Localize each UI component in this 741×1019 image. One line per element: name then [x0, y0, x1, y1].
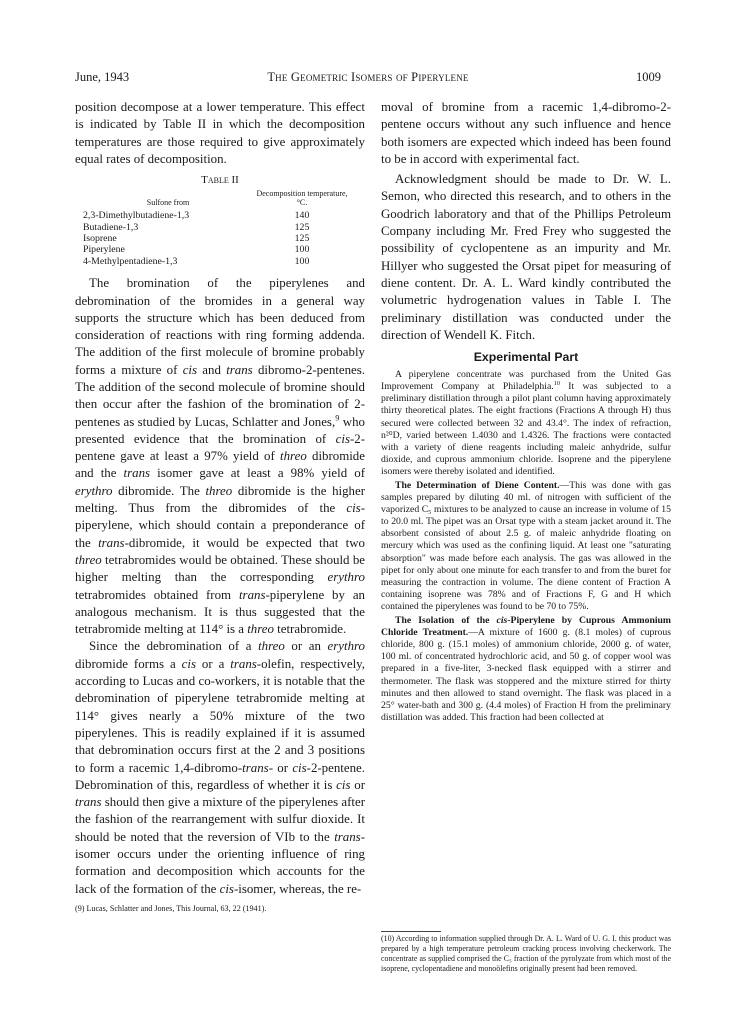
table-row [83, 210, 351, 221]
subheading: The Isolation of the cis-Piperylene by Cuprous Ammonium Chloride Treatment. [381, 615, 671, 639]
table-cell-sulfone: Piperylene [83, 244, 125, 256]
paragraph: The bromination of the piperylenes and debromination of the bromides in a general way supports the structure which has been deduced from consideration of reactions with ring forming addenda. The addition of the first molecule of bromine probably forms a mixture of cis and trans dibromo-2-pentenes. The addition of the second molecule of bromine should then occur after the fashion of the bromination of 2-pentenes as studied by Lucas, Schlatter and Jones,$^9$ who presented evidence that the bromination of cis-2-pentene gave at least a 97% yield of threo dibromide and the trans isomer gave at least a 98% yield of erythro dibromide. The threo dibromide is the higher melting. Thus from the dibromides of the cis-piperylene, which should contain a preponderance of the trans-dibromide, it would be expected that two threo tetrabromides would be obtained. These should be higher melting than the corresponding erythro tetrabromides obtained from trans-piperylene by an analogous mechanism. It is thus suggested that the tetrabromide melting at 114° is a threo tetrabromide. [75, 276, 366, 637]
paragraph: The Determination of Diene Content.—This was done with gas samples prepared by diluting 40 ml. of nitrogen with sufficient of the vaporized C₅ mixtures to be analyzed to cause an increase in volume of 15 to 20.0 ml. The pipet was an Orsat type with a steam jacket around it. The absorbent consisted of about 2.5 g. of maleic anhydride floating on mercury which was used as the confining liquid. At least one "saturating absorption" was made before each analysis. The gas was allowed in the pipet for only about one minute for each transfer to and from the buret for measuring the contraction in volume. The diene content of Fraction A containing isoprene was 78% and of Fractions F, G and H which contained the piperylenes was found to be 70 to 75%. [381, 480, 671, 612]
table-cell-sulfone: 4-Methylpentadiene-1,3 [83, 255, 178, 267]
footnote-ref: 10 [553, 380, 560, 388]
acknowledgment-paragraph: Acknowledgment should be made to Dr. W. L. Semon, who directed this research, and to others in the Goodrich laboratory and that of the Phillips Petroleum Company including Mr. Fred Frey who suggested the possibility of cyclopentene as an impurity and Mr. Hillyer who suggested the Orsat pipet for measuring of diene content. Dr. A. L. Ward kindly contributed the volumetric hydrogenation values in Table I. The preliminary distillation was conducted under the direction of Wendell K. Fitch. [381, 172, 671, 342]
issue-date: June, 1943 [75, 70, 130, 84]
table-cell-temperature: 100 [294, 255, 310, 267]
running-title: The Geometric Isomers of Piperylene [267, 70, 469, 84]
table-cell-temperature: 125 [294, 221, 310, 233]
paragraph: position decompose at a lower temperature. This effect is indicated by Table II in which the decomposition temperatures are those required to give approximately equal rates of decomposition. [75, 100, 365, 166]
right-column [381, 99, 671, 724]
section-heading: Experimental Part [473, 350, 579, 365]
table-cell-temperature: 100 [294, 244, 310, 256]
table-header-sulfone: Sulfone from [146, 198, 190, 208]
paragraph: The Isolation of the cis-Piperylene by Cuprous Ammonium Chloride Treatment.—A mixture of 1600 g. (8.1 moles) of cuprous chloride, 800 g. (15.1 moles) of ammonium chloride, 2000 g. of water, 100 ml. of concentrated hydrochloric acid, and 50 g. of copper wool was prepared in a five-liter, 3-necked flask equipped with a stirrer and thermometer. The flask was stoppered and the mixture stirred for thirty minutes and then allowed to stand overnight. The flask was placed in a 25° water-bath and 300 g. (4.4 moles) of Fraction H from the preliminary distillation was added. This fraction had been collected at [381, 615, 671, 723]
table-cell-sulfone: 2,3-Dimethylbutadiene-1,3 [83, 210, 190, 222]
page-number: 1009 [636, 70, 661, 84]
table-row [83, 233, 351, 244]
paragraph: moval of bromine from a racemic 1,4-dibromo-2-pentene occurs without any such influence and hence both isomers are expected which indeed has been found to be in accord with experimental fact. [381, 100, 671, 166]
table-title: Table II [201, 174, 239, 187]
paragraph: A piperylene concentrate was purchased from the United Gas Improvement Company at Philadelphia.$^{10}$ It was subjected to a preliminary distillation through a pilot plant column having approximately thirty theoretical plates. The eight fractions (Fractions A through H) thus secured were collected between 32 and 43.4°. The index of refraction, n²⁰D, varied between 1.4030 and 1.4326. The fractions were contacted with a variety of diene reagents including maleic anhydride, sulfur dioxide, and cuprous ammonium chloride. Isoprene and the piperylene isomers were thereby isolated and identified. [381, 369, 672, 477]
table-cell-sulfone: Isoprene [83, 233, 117, 244]
footnote-10: (10) According to information supplied through Dr. A. L. Ward of U. G. I. this product was prepared by a high temperature petroleum cracking process involving checkerwork. The concentrate as supplied comprised the C₅ fraction of the pyrolyzate from which most of the isoprene, cyclopentadiene and monoölefins originally present had been removed. [381, 934, 671, 973]
footnote-ref: 9 [335, 413, 340, 423]
table-cell-sulfone: Butadiene-1,3 [83, 221, 139, 233]
footnote-divider [381, 931, 441, 932]
left-column [75, 99, 365, 898]
table-row [83, 222, 351, 233]
paragraph: Since the debromination of a threo or an erythro dibromide forms a cis or a trans-olefin, respectively, according to Lucas and co-workers, it is notable that the debromination of piperylene tetrabromide melting at 114° gives nearly a 50% mixture of the two piperylenes. This is readily explained if it is assumed that debromination occurs first at the 2 and 3 positions to form a racemic 1,4-dibromo-trans- or cis-2-pentene. Debromination of this, regardless of whether it is cis or trans should then give a mixture of the piperylenes after the fashion of the rearrangement with sulfur dioxide. It should be noted that the reversion of VIb to the trans-isomer occurs under the orienting influence of ring formation and decomposition which accounts for the lack of the formation of the cis-isomer, whereas, the re- [75, 639, 366, 896]
footnote-9: (9) Lucas, Schlatter and Jones, This Journal, 63, 22 (1941). [75, 904, 267, 913]
subheading: The Determination of Diene Content. [395, 480, 560, 491]
table-cell-temperature: 125 [294, 233, 310, 244]
table-ii [83, 189, 351, 267]
page-header [75, 70, 661, 86]
table-row [83, 244, 351, 255]
table-cell-temperature: 140 [294, 210, 310, 222]
table-header-temperature: Decomposition temperature, °C. [256, 189, 348, 208]
table-row [83, 256, 351, 267]
